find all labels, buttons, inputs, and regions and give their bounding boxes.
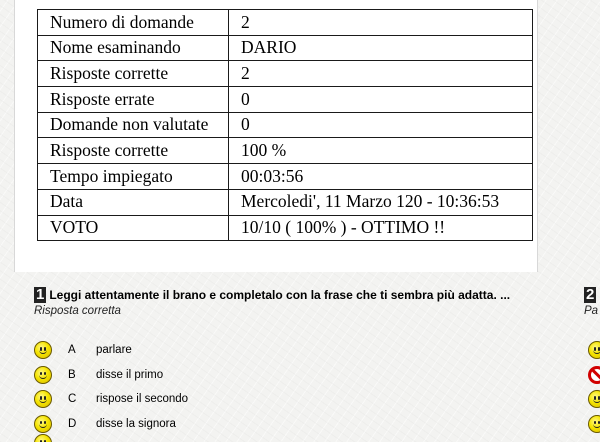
answer-letter: B: [68, 368, 76, 381]
answer-list: [34, 338, 188, 436]
results-value: Mercoledi', 11 Marzo 120 - 10:36:53: [229, 189, 533, 215]
results-label: Nome esaminando: [38, 35, 229, 61]
answer-text: disse la signora: [96, 417, 176, 430]
question-2-icons: [588, 341, 600, 439]
smiley-icon: [34, 341, 52, 359]
results-label: Risposte corrette: [38, 61, 229, 87]
question-text: Leggi attentamente il brano e completalo con la frase che ti sembra più adatta. ...: [49, 288, 511, 302]
results-row: [38, 215, 533, 241]
smiley-icon: [588, 415, 600, 433]
answer-text: disse il primo: [96, 368, 164, 381]
question-status: Pa: [584, 305, 599, 317]
question-1: [34, 287, 554, 317]
results-table: [37, 9, 533, 241]
answer-text: parlare: [96, 344, 132, 357]
results-panel: [14, 0, 538, 272]
results-row: [38, 189, 533, 215]
smiley-icon: [34, 434, 62, 442]
question-number: 1: [36, 286, 45, 303]
question-number: 2: [586, 286, 595, 303]
smiley-icon: [588, 390, 600, 408]
results-label: Risposte errate: [38, 87, 229, 113]
smiley-icon: [34, 366, 52, 384]
results-row: [38, 164, 533, 190]
smiley-icon: [34, 415, 52, 433]
results-value: 0: [229, 87, 533, 113]
results-row: [38, 61, 533, 87]
answer-letter: A: [68, 344, 76, 357]
answer-text: rispose il secondo: [96, 393, 189, 406]
results-value: 100 %: [229, 138, 533, 164]
results-label: Data: [38, 189, 229, 215]
question-1-header: [34, 287, 554, 303]
results-row: [38, 87, 533, 113]
smiley-icon: [588, 341, 600, 359]
question-2: [584, 287, 598, 317]
results-label: Numero di domande: [38, 10, 229, 36]
question-status: Risposta corretta: [34, 305, 121, 317]
results-value: 00:03:56: [229, 164, 533, 190]
results-value: 2: [229, 61, 533, 87]
answer-letter: D: [68, 417, 77, 430]
results-value: DARIO: [229, 35, 533, 61]
answer-letter: C: [68, 393, 77, 406]
smiley-icon: [34, 390, 52, 408]
results-value: 10/10 ( 100% ) - OTTIMO !!: [229, 215, 533, 241]
answer-option: [34, 387, 188, 412]
results-row: [38, 10, 533, 36]
results-label: Tempo impiegato: [38, 164, 229, 190]
results-label: VOTO: [38, 215, 229, 241]
forbidden-icon: [588, 366, 600, 384]
answer-option: [34, 338, 188, 363]
results-row: [38, 35, 533, 61]
answer-option: [34, 363, 188, 388]
answer-option: [34, 412, 188, 437]
results-value: 0: [229, 112, 533, 138]
results-row: [38, 138, 533, 164]
results-label: Domande non valutate: [38, 112, 229, 138]
results-row: [38, 112, 533, 138]
results-label: Risposte corrette: [38, 138, 229, 164]
results-value: 2: [229, 10, 533, 36]
